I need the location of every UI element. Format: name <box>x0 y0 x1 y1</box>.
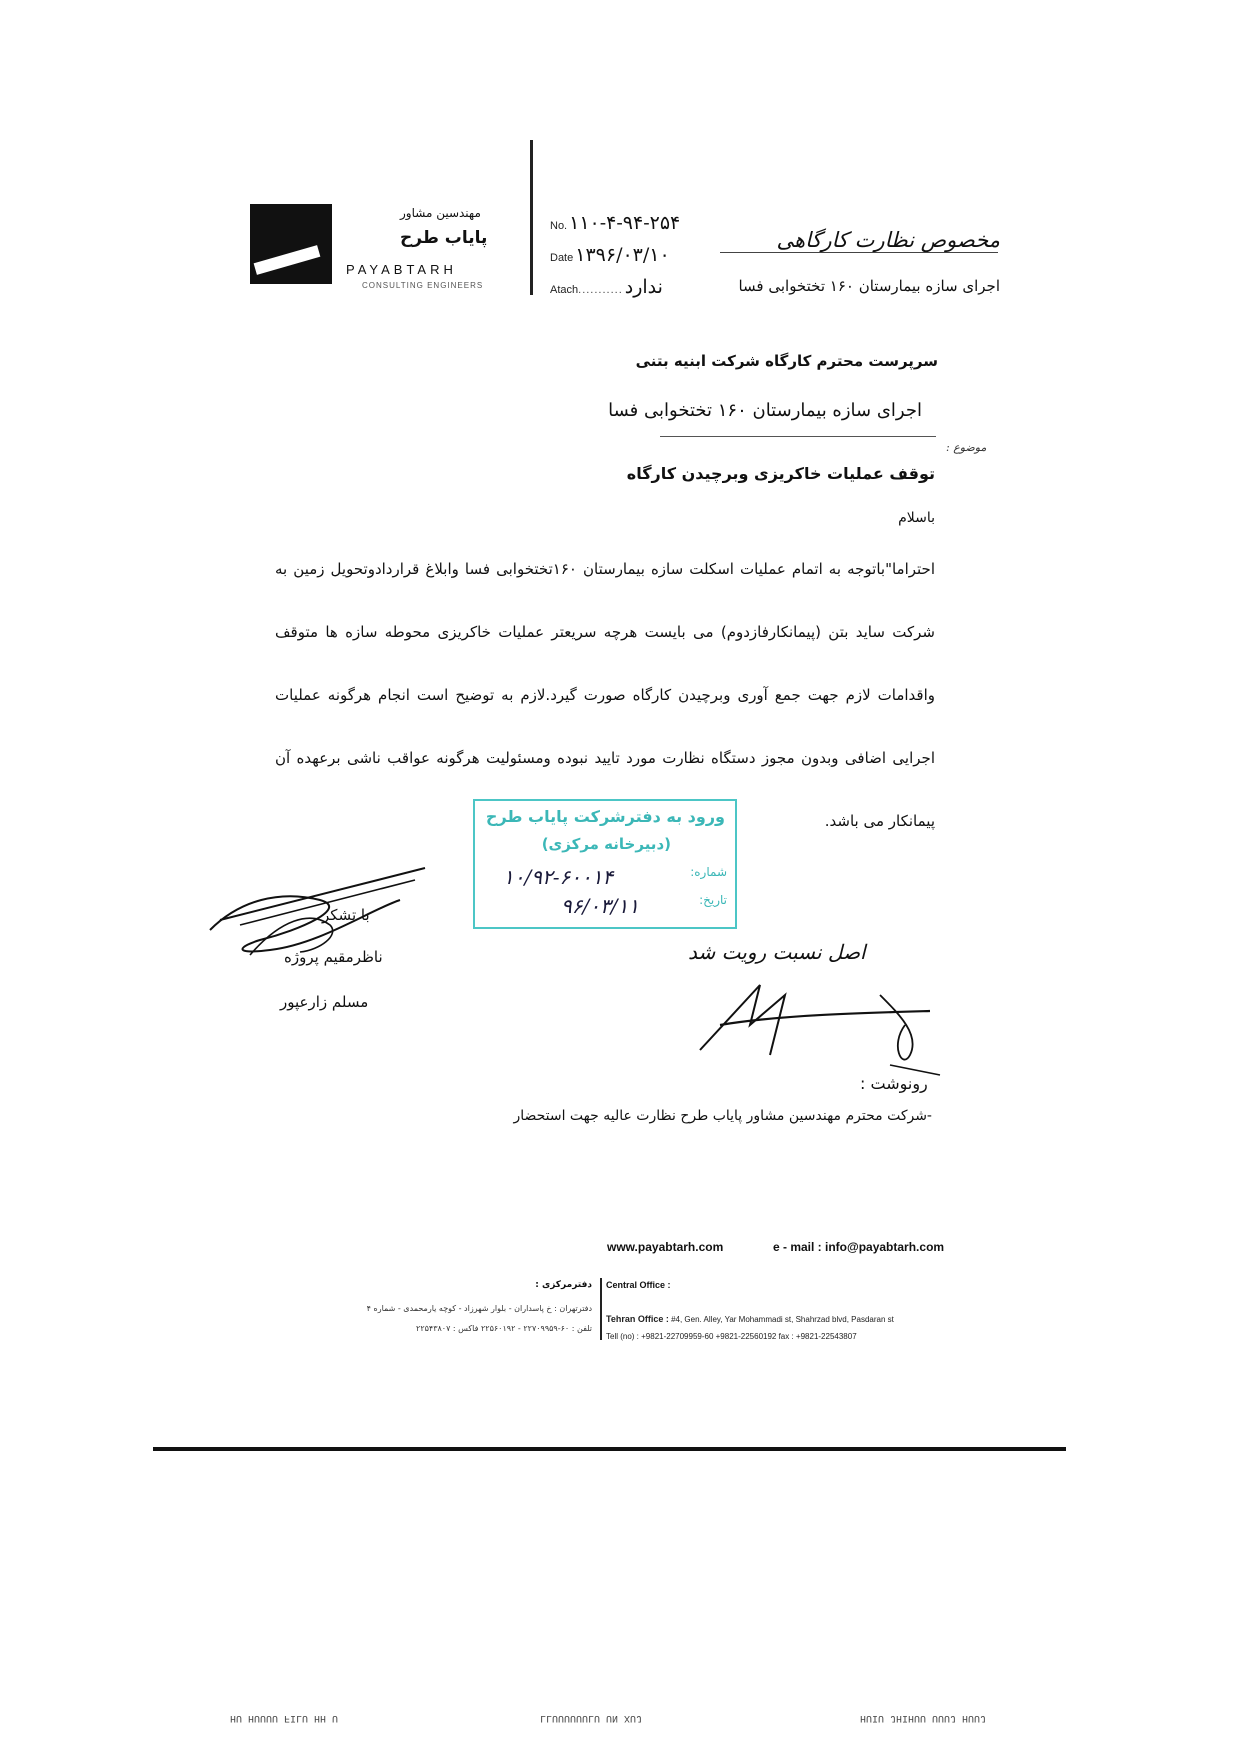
stamp-title: ورود به دفترشرکت پایاب طرح <box>485 807 725 826</box>
footer-rule <box>153 1447 1066 1451</box>
letter-attachment <box>550 276 663 298</box>
supervisor-title: ناظرمقیم پروژه <box>284 948 383 966</box>
tehran-address-fa: دفترتهران : خ پاسداران - بلوار شهرزاد - کوچه یارمحمدی - شماره ۴ <box>366 1304 592 1313</box>
logo-stripe <box>254 245 321 275</box>
copy-recipient: -شرکت محترم مهندسین مشاور پایاب طرح نظارت عالیه جهت استحضار <box>513 1108 932 1124</box>
letter-date <box>550 244 670 266</box>
project-underline <box>660 436 936 437</box>
scan-artifact-right: HUIU JHIHUU UUUJ HUUJ <box>860 1712 987 1723</box>
scan-artifact-left: HU HUUUU FILU HH U <box>230 1712 339 1723</box>
logo-subtitle-en: CONSULTING ENGINEERS <box>362 281 484 290</box>
letter-number-value: ۱۱۰-۴-۹۴-۲۵۴ <box>569 212 681 234</box>
company-logo <box>250 204 332 284</box>
recipient: سرپرست محترم کارگاه شرکت ابنیه بتنی <box>635 352 938 370</box>
footer-divider <box>600 1278 602 1340</box>
logo-subtitle-fa: مهندسین مشاور <box>400 206 481 220</box>
tehran-address-en-text: #4, Gen. Alley, Yar Mohammadi st, Shahrzad blvd, Pasdaran st <box>671 1315 894 1324</box>
letter-attachment-dots: ........... <box>578 284 623 296</box>
header-project-line: اجرای سازه بیمارستان ۱۶۰ تختخوابی فسا <box>738 277 1000 295</box>
handwritten-note: اصل نسبت رویت شد <box>688 940 866 964</box>
special-title-underline <box>720 252 998 253</box>
stamp-subtitle: (دبیرخانه مرکزی) <box>541 835 671 853</box>
letter-number <box>550 212 680 234</box>
body-paragraph: احتراما"باتوجه به اتمام عملیات اسکلت سازه بیمارستان ۱۶۰تختخوابی فسا وابلاغ قراردادوتحویل زمین به شرکت ساید بتن (پیمانکارفازدوم) می بایست هرچه سریعتر عملیات خاکریزی محوطه سازه ها متوقف واقدامات لازم جهت جمع آوری وبرچیدن کارگاه صورت گیرد.لازم به توضیح است انجام هرگونه عملیات اجرایی اضافی وبدون مجوز دستگاه نظارت مورد تایید نبوده ومسئولیت هرگونه عواقب ناشی برعهده آن پیمانکار می باشد. <box>275 560 935 830</box>
website-link[interactable]: www.payabtarh.com <box>607 1240 724 1254</box>
central-office-fa: دفترمرکزی : <box>535 1280 592 1290</box>
tehran-address-en <box>606 1314 894 1324</box>
central-office-en: Central Office : <box>606 1280 671 1290</box>
letter-attachment-label: Atach <box>550 284 579 296</box>
scan-artifact-center: LLUUUUUULU UN XUJ <box>540 1712 643 1723</box>
greeting: باسلام <box>898 510 935 526</box>
header-divider <box>530 140 533 295</box>
logo-name-fa: پایاب طرح <box>400 228 488 248</box>
stamp-number-label: شماره: <box>690 865 727 879</box>
letter-date-label: Date <box>550 252 574 264</box>
subject-label: موضوع : <box>946 441 987 454</box>
tehran-tel-fa: تلفن : ۶۰-۲۲۷۰۹۹۵۹ - ۲۲۵۶۰۱۹۲ فاکس : ۲۲۵۴۳۸۰۷ <box>416 1324 592 1333</box>
receipt-stamp <box>473 799 737 929</box>
logo-name-en: PAYABTARH <box>346 262 457 277</box>
stamp-number-value: ۱۰/۹۲-۶۰۰۱۴ <box>503 865 614 889</box>
letter-date-value: ۱۳۹۶/۰۳/۱۰ <box>575 244 670 266</box>
subject: توقف عملیات خاکریزی وبرچیدن کارگاه <box>626 464 935 483</box>
letter-number-label: No. <box>550 220 568 232</box>
tehran-office-label: Tehran Office : <box>606 1314 669 1324</box>
stamp-date-value: ۹۶/۰۳/۱۱ <box>561 894 639 918</box>
tehran-tel-en: Tell (no) : +9821-22709959-60 +9821-22560192 fax : +9821-22543807 <box>606 1332 857 1341</box>
stamp-date-label: تاریخ: <box>699 893 727 907</box>
special-supervision-title: مخصوص نظارت کارگاهی <box>776 228 1000 252</box>
email-link[interactable]: e - mail : info@payabtarh.com <box>773 1240 945 1254</box>
copy-label: رونوشت : <box>860 1074 928 1093</box>
letter-attachment-value: ندارد <box>624 276 663 298</box>
supervisor-name: مسلم زارعپور <box>280 993 369 1011</box>
thanks-text: با تشکر <box>322 906 370 924</box>
contractor-signature <box>690 975 960 1085</box>
project-title: اجرای سازه بیمارستان ۱۶۰ تختخوابی فسا <box>608 400 922 421</box>
